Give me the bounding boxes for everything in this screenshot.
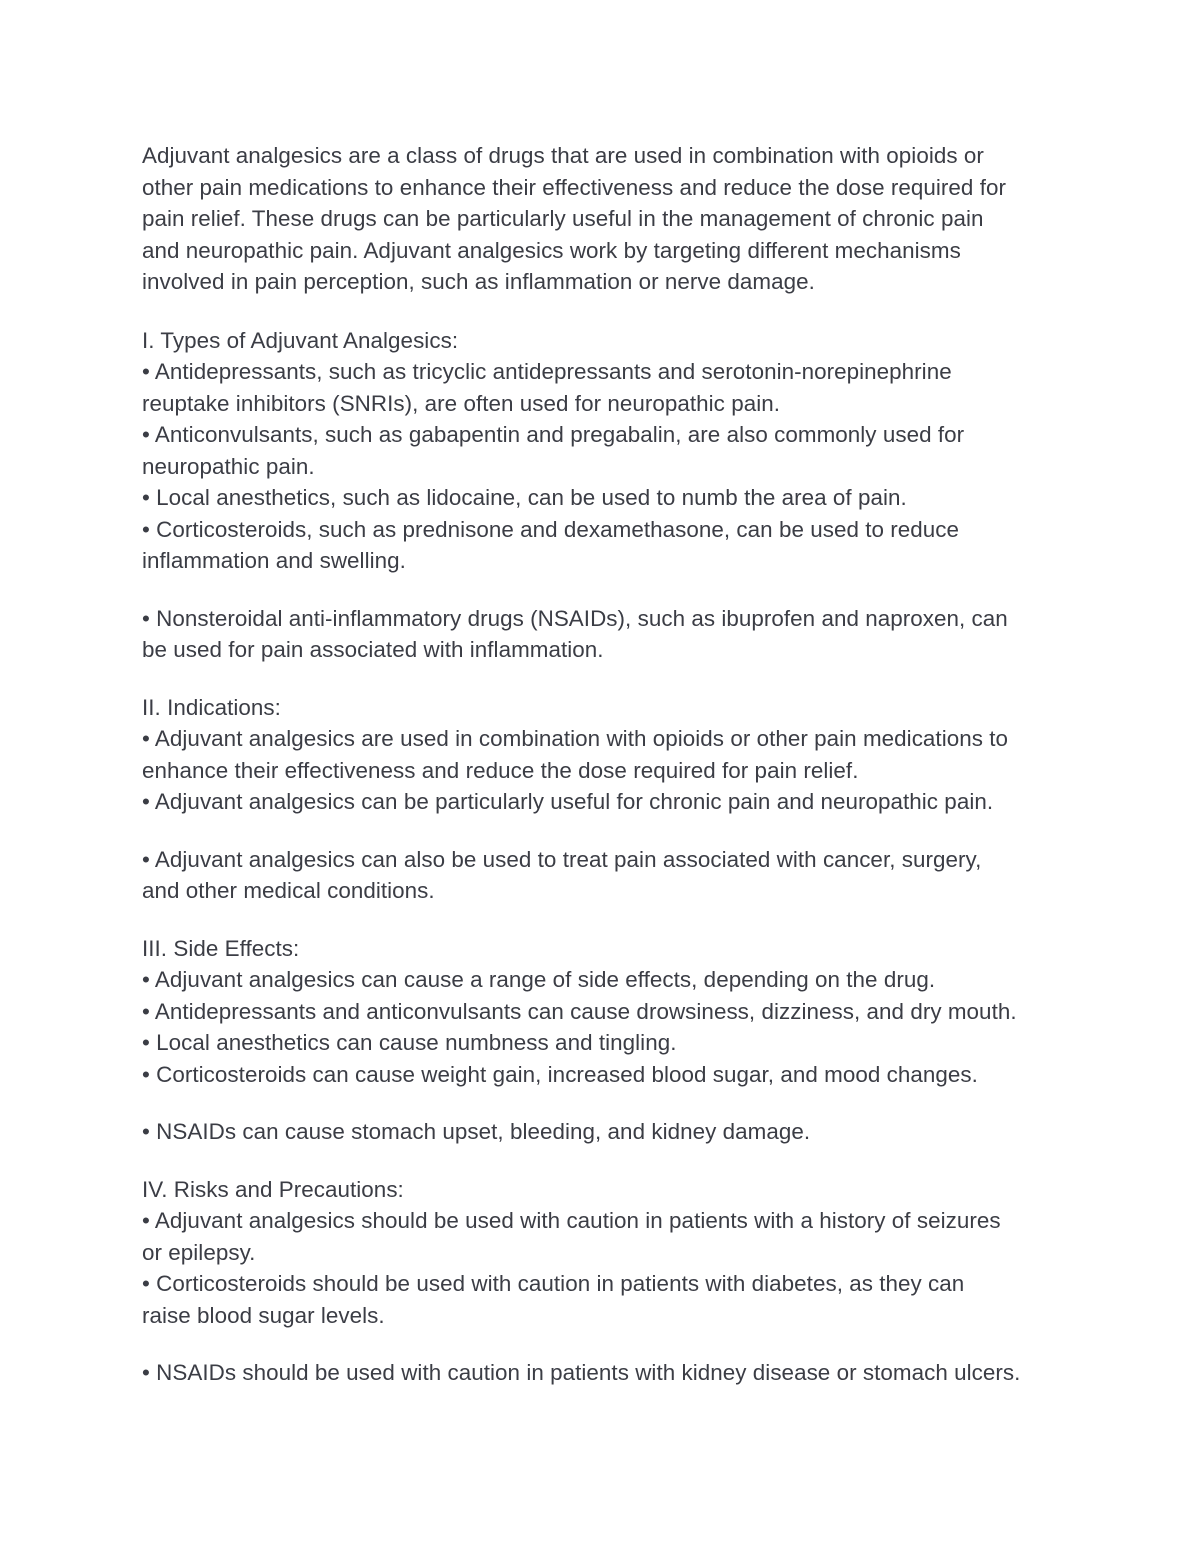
risks-line: or epilepsy. <box>142 1239 256 1265</box>
paragraph-gap <box>142 577 1082 603</box>
intro-line: pain relief. These drugs can be particularly useful in the management of chronic pain <box>142 206 984 231</box>
side-effects-extra-line: • NSAIDs can cause stomach upset, bleeding, and kidney damage. <box>142 1119 811 1144</box>
document-body <box>142 140 1082 1389</box>
indications-line: • Adjuvant analgesics can be particularly useful for chronic pain and neuropathic pain. <box>142 789 994 814</box>
paragraph-gap <box>142 666 1082 692</box>
side-effects-line: • Adjuvant analgesics can cause a range of side effects, depending on the drug. <box>142 967 936 992</box>
types-extra-line: • Nonsteroidal anti-inflammatory drugs (NSAIDs), such as ibuprofen and naproxen, can <box>142 605 1008 631</box>
indications-extra-line: and other medical conditions. <box>142 878 435 903</box>
paragraph-gap <box>142 1148 1082 1174</box>
side-effects-line: • Local anesthetics can cause numbness and tingling. <box>142 1030 677 1055</box>
intro-line: involved in pain perception, such as inflammation or nerve damage. <box>142 269 815 294</box>
indications-line: • Adjuvant analgesics are used in combination with opioids or other pain medications to <box>142 726 1009 751</box>
section-heading-risks: IV. Risks and Precautions: <box>142 1176 404 1202</box>
paragraph-gap <box>142 818 1082 844</box>
paragraph-gap <box>142 1090 1082 1116</box>
side-effects-line: • Corticosteroids can cause weight gain, increased blood sugar, and mood changes. <box>142 1061 978 1087</box>
section-heading-side-effects: III. Side Effects: <box>142 935 300 961</box>
section-heading-types: I. Types of Adjuvant Analgesics: <box>142 327 459 353</box>
paragraph-gap <box>142 1331 1082 1357</box>
intro-line: other pain medications to enhance their effectiveness and reduce the dose required for <box>142 174 1006 200</box>
types-line: • Local anesthetics, such as lidocaine, can be used to numb the area of pain. <box>142 485 907 510</box>
types-line: • Antidepressants, such as tricyclic antidepressants and serotonin-norepinephrine <box>142 359 952 384</box>
side-effects-line: • Antidepressants and anticonvulsants can cause drowsiness, dizziness, and dry mouth. <box>142 998 1017 1024</box>
risks-extra-line: • NSAIDs should be used with caution in patients with kidney disease or stomach ulcers. <box>142 1360 1021 1385</box>
section-heading-indications: II. Indications: <box>142 694 281 720</box>
types-line: neuropathic pain. <box>142 453 315 479</box>
types-line: inflammation and swelling. <box>142 548 406 573</box>
types-line: reuptake inhibitors (SNRIs), are often used for neuropathic pain. <box>142 390 780 416</box>
paragraph-gap <box>142 907 1082 933</box>
intro-line: and neuropathic pain. Adjuvant analgesics work by targeting different mechanisms <box>142 237 961 263</box>
types-line: • Anticonvulsants, such as gabapentin and pregabalin, are also commonly used for <box>142 422 965 447</box>
risks-line: raise blood sugar levels. <box>142 1302 385 1328</box>
indications-line: enhance their effectiveness and reduce the dose required for pain relief. <box>142 757 859 783</box>
paragraph-gap <box>142 298 1082 325</box>
intro-line: Adjuvant analgesics are a class of drugs that are used in combination with opioids or <box>142 143 984 168</box>
risks-line: • Corticosteroids should be used with caution in patients with diabetes, as they can <box>142 1271 965 1296</box>
risks-line: • Adjuvant analgesics should be used with caution in patients with a history of seizures <box>142 1208 1001 1233</box>
indications-extra-line: • Adjuvant analgesics can also be used to treat pain associated with cancer, surgery, <box>142 846 982 872</box>
types-line: • Corticosteroids, such as prednisone and dexamethasone, can be used to reduce <box>142 516 960 542</box>
types-extra-line: be used for pain associated with inflammation. <box>142 637 604 662</box>
